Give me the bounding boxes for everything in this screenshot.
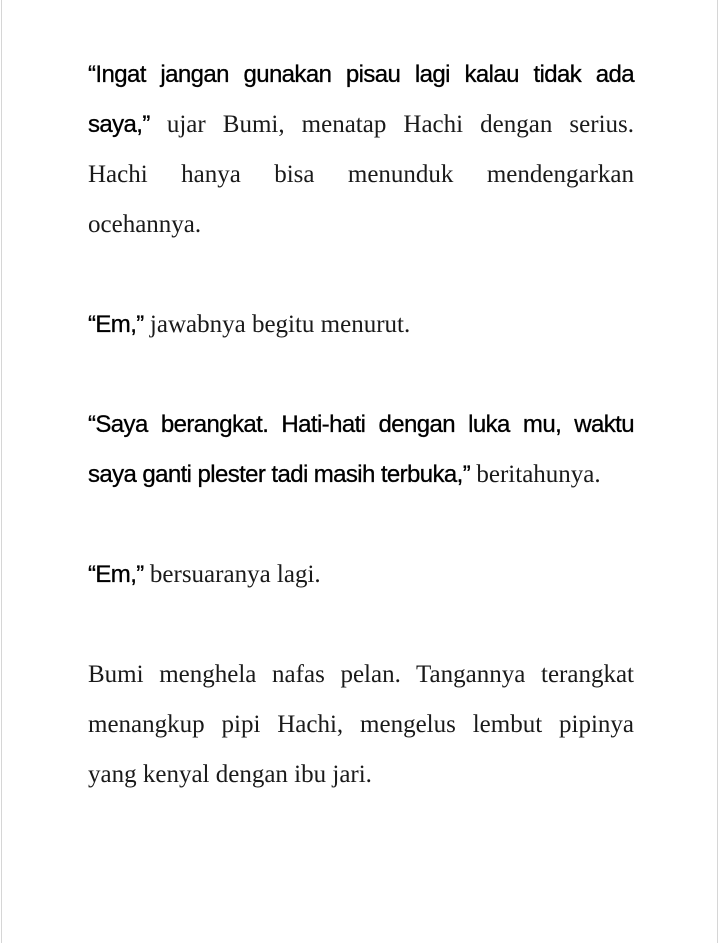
story-text bbox=[88, 50, 634, 850]
narration-3: beritahunya. bbox=[470, 461, 601, 488]
paragraph-5 bbox=[88, 650, 634, 800]
dialogue-1: “Ingat jangan gunakan pisau lagi kalau tidak ada saya,” bbox=[88, 61, 634, 138]
narration-4: bersuaranya lagi. bbox=[143, 561, 321, 588]
dialogue-2: “Em,” bbox=[88, 311, 144, 338]
narration-1: ujar Bumi, menatap Hachi dengan serius. Hachi hanya bisa menunduk mendengarkan ocehannya. bbox=[88, 111, 634, 238]
dialogue-4: “Em,” bbox=[88, 561, 144, 588]
paragraph-1 bbox=[88, 50, 634, 250]
narration-5: Bumi menghela nafas pelan. Tangannya terangkat menangkup pipi Hachi, mengelus lembut pipinya yang kenyal dengan ibu jari. bbox=[88, 661, 634, 788]
dialogue-3: “Saya berangkat. Hati-hati dengan luka mu, waktu saya ganti plester tadi masih terbuka,” bbox=[88, 411, 634, 488]
paragraph-3 bbox=[88, 400, 634, 500]
document-page bbox=[1, 0, 718, 943]
paragraph-2 bbox=[88, 300, 634, 350]
narration-2: jawabnya begitu menurut. bbox=[143, 311, 411, 338]
paragraph-4 bbox=[88, 550, 634, 600]
